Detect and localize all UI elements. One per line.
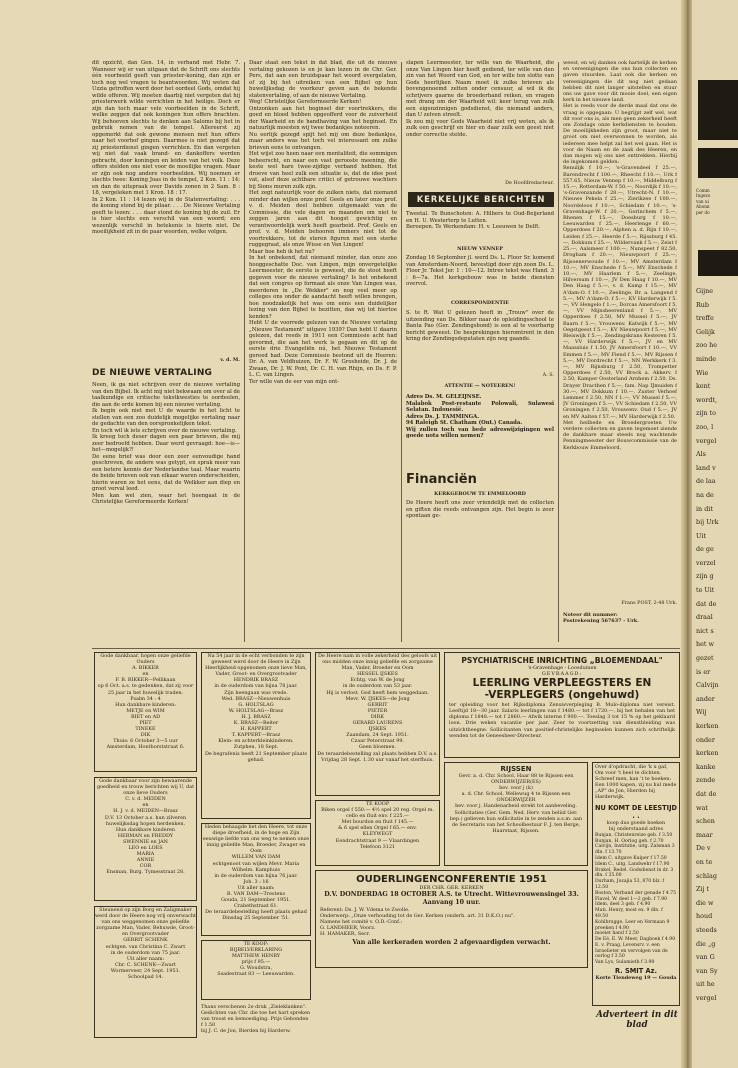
conference-subtitle: DER CHR. GER. KERKEN <box>419 885 484 891</box>
smit-book-list: Bunjan, Christenreize geb. f 3.50 Bunjan, H. Oorlog geb. f 2.70 Calvijn, Institutie, uitg. Zalsman 3 dln. f 13.70 Idem C, uitgave Kuiper f 17.50 Idem C., uitg. Landwehr f 17.90 Brakel, Redel. Godsdienst in dr. 3 dln. f 35.00 Durham, Jozajia 53, 870 blz. f 12.50 Boston, Verband der genade f 4.75 Flavel, W. deel 1—2 geb. f 7.90 Idem, deel 3 geb. f 4.90 Mati. Henry, most ex. 9 dln. f 49.50 Kohlbrugge, Leer en Vermaan 9 preeken f 4.90 moeiet hand f 2.50 De Eé, E. W. Meer, Dagboek f 4.90 E. v. Praag, Levensrv. v. een Israelieter en vervolgen van de oorlog f 3.50 Van Lys, Sulamieth f 3.90 <box>595 832 677 966</box>
smit-subtitle: koop dus goede boeken bij onderstaand adres <box>606 819 666 832</box>
ad-bikker-anniversary: Gode dankbaar, hopen onze geliefde Ouders A. BIKKER en F. B. BIKKER—Pellikaan op 6 Oct. a.s. te gedenken, dat zij voor 25 jaar in het huwelijk traden. Psalm 34 : 4 Hun dankbare kinderen: METJE en WIM RIET en AD PIET TINEKE DIK Thuis: 6 October 3—5 uur Amsterdam, Honthorststraat 6. <box>94 652 197 772</box>
ad-rijssen-onderwijzer <box>444 762 588 866</box>
conference-time: Aanvang 10 uur. <box>422 899 481 907</box>
bloemendaal-gevraagd: GEVRAAGD: <box>541 671 583 678</box>
kerkelijke-berichten-banner: KERKELIJKE BERICHTEN <box>408 192 554 207</box>
article-column-4-gifts: weest, en wij danken ook hartelijk de kerken en vereenigingen die ons hun collecten en gaven stuurden. Laat ook die kerken en vereenigingen die dit nog niet gedaan hebben dit niet langer uitstellen en stuur ons uw gave voor dit mooie doel, een eigen kerk in het nieuwe land. Het is reeds voor de derde maal dat ons de vraag is opgegaan: U begrijpt zelf wel, wat dit voor ons is, als men geen zekerheid heeft om Zondags onze kerkdiensten te houden. De moeilijkheden zijn groot, maar niet te groot om niet overwonnen te worden, als iedereen mee helpt zal het wel gaan. Het is voor de Naam en de zaak des Heeren, en dan mogen wij ons niet onttrekken. Hierbij de ingekomen gelden: Renulijk f 10.—, 's-Gravendeel f 25.—, Barendrecht f 100.—, Rheecht f 10.—, Urk f 557.65, Nieuw Vennep f 10.—, Middelburg f 15.—, Rotterdam-W. f 50.—, Noordijk f 10.—, 's-Gravenzande f 28.—, Utrecht-N. f 10.—, Nieuwe Pekela f 25.—, Zierikzee f 100.—, Noordeloos f 10.—, Schiedam f 10.—, 's-Gravenhage-W. f 20.—, Gorinchem f 5.—, Rhenen f 15.—, Doesburg f 10.—, Leeuwarden f 25.—, Heerlenge f 60.—, Opperdoes f 20.—, Alphen a. d. Rijn f 10.—, Leiden f 25.—, Heerde f 5.—, Rijssburg f 45.—, Dokkum f 25.—, Wildervank f 5.—, Zeist f 25.—, Aalsmeer f 100.—, Nunspeet f 82.50, Drogham f 20.—, Nieuwpoort f 25.—, Rijsoenerwoude f 10.—, MV Amsterdam f 10.—, MV Enschede f 5.—, MV Enschede f 10.—, MV Haarlem f 5.—, Zeelinge, Hilversum f 10.—, JV Den Haag f 10.—, MV Den Haag f 5.—, v. d. Kamp f 15.—, MV A'dam-O. f 10.—, Zeelinge, Br. a. Langend f 5.—, MV A'dam-O. f 5.—, KV Harderwijk f 5.—, VV Hengelo f 1.—, Dorcas Amersfoort f 5.—, VV Mijnsheerenland f 5.—, MV Opperdoes f 2.50, MV Mussel f 5.—, JV Baarn f 5.—, Vrouwenv. Katwijk f 5.—, MV Oegstgeest f 5.—, KV Nieuwpoort f 5.—, MV Bleiswijk f 5.—, Zendingskrans Kesteren f 5.—, VV Harderwijk f 5.—, JV en MV Maassluis f 1.50, JV Amersfoort f 10.—, VV Emmen f 5.—, MV Fiend f 5.—, MV Rijssen f 5.—, MV Dordrecht f 5.—, NN Werkkerk f 3.—, MV Rijnsburg f 2.50, Trompetter Opperdoes f 2.50, VV Brock a. Akkerv. f 2.50, Kamper Oosterland Arnhem f 2.50, Ds. Drayer Dracthen f 5.—, fam. Nap IJmuiden f 30.—, MV Dokkum f 10.—, Zuster Verhoef Lemmer f 2.50, NN f 1.—, VV Mussel f 5.—, JV Groningen f 5.—, VV Schiedam f 2.50, VV Groningen f 2.50, Vrouwenv. Oud f 5.—, JV en MV Aalten f 57.—, MV Harderwijk f 2.50. Met heilbede en Broedergroeten Uw verdere collecten en gaven tegemoet ziende de dankbare maar steeds nog wachtende Penningmeester der Bouwcommissie van de Kerkbouw Emmeloord, <box>563 60 677 451</box>
kerkelijke-berichten-tweetal: Tweetal. Te Bunschoten: A. Hilbers te Oud-Beijerland en H. U. Westerterp te Lutten. Beroepen. Te Werkendam: H. v. Leeuwen te Delft. <box>406 211 554 230</box>
rijssen-text: Gevr. a. d. Chr. School, Haar 88 te Rijssen een ONDERWIJZER(ES) bev. voor j (k) a. d. Chr. School, Wellewug 4 te Rijssen een ONDERWIJZER bev. voor j. Handenarbeid strekt tot aanbeveling. Sollicitaties (Ger. Gem. Ned. Herv. van beliid Ger. bep.) gelieven hun sollicitatie in te zenden a.s.m. aan de Secretaris van het Schoolbestuur F. J. ten Berge, Haarstaat, Rijssen. <box>449 773 583 834</box>
kerkgebouw-heading: KERKGEBOUW TE EMMELOORD <box>434 491 526 497</box>
adverteert-footer: Adverteert in dit blad <box>596 1010 678 1028</box>
bloemendaal-text: ter opleiding voor het Rijksdiploma Zenuwverpleging B. Mulo-diploma niet vereist. Leeftijd 18—30 jaar. Salaris leerlingen van f 1480.— tot f 1720.—, bij het behalen van het diploma f 1848.— tot f 2860.— Afwik interne f 900.—. Toeslag 3 tot 15 % op het geklaard loon. Drie weken vacantie per jaar. Zeer te voortzetting van dienstbleiding was uitzichtheegne. Sollicitanten van positief-christelijke beginselen kunnen zich schriftelijk wenden tot de Geneesheer-Directeur. <box>449 702 675 739</box>
bloemendaal-position: LEERLING VERPLEEGSTERS EN -VERPLEGERS (ongehuwd) <box>472 677 652 702</box>
financien-heading: Financiën <box>406 472 477 487</box>
smit-title: NU KOMT DE LEESTIJD . . <box>594 803 678 820</box>
ad-zieleklanken: Thans verschenen 2e druk „Zieleklanken". Gedichten van Chr. die toe het hart spreken van troost en bemoediging. Prijs Gebonden f 1.50 bij J. C. de Jon, Bierden bij Harderw. <box>201 1004 311 1035</box>
correspondentie-signature: A. S. <box>542 372 554 378</box>
ad-ijskes-obituary: De Heere nam in volle zekerheid des geloofs uit ons midden onze innig geliefde en zorgzame Man, Vader, Broeder en Oom HESSEL IJSKES Echtg. van W. de Jong in de ouderdom van 53 jaar. Hij is verlost. God heeft hem weggedaan. Mevr. W. IJSKES—de Jong GERRIT PIETER DIRK GERARD LAURENS IJSKES Zaandam, 24 Sept. 1951. Czaar Peterstraat 99. Geen bloemen. De teraardebestelling zal plaats hebben D.V. a.s. Vrijdag 28 Sept. 1.30 uur vanaf het sterfhuis. <box>315 652 440 796</box>
ad-meiden-anniversary: Gode dankbaar voor zijn bewaarende goedheid en trouw berichten wij U, dat onze lieve Ouders C. v. d. MEIDEN en H. J. v. d. MEIDEN—Brasz D.V. 13 October a.s. hun zilveren huwelijksdag hopen herdenken. Hun dankbare kinderen HERMAN en FREDDY SWENNIE en JAN LEO en LOES MARIA ANNIE COR Ensman, Burg. Tymesstraat 28. <box>94 777 197 901</box>
conference-date: D.V. DONDERDAG 18 OCTOBER A.S. te Utrecht. Wittevrouwensingel 33. <box>324 891 579 899</box>
adjacent-masthead-text: Comm Ingezo van ui Abonn per do <box>696 188 711 215</box>
adres-block: Adres Ds. M. GELEIJNSE. Malabok Post-restante Polowali, Sulawesi Selatan. Indonesië. Adres Ds. J. TAMMINGA. 94 Raleigh St. Chatham (Ont.) Canada. Wij zullen toch van bede adreswijzigingen wel goede nota willen nemen? <box>406 394 554 439</box>
conference-title: OUDERLINGENCONFERENTIE 1951 <box>356 874 547 885</box>
article-column-1-top: dit opzicht, dan Gen. 14, in verband met Hebr. 7. Wanneer wij er van uitgaan dat de Schrift ons slechts één voorbeeld geeft van priester-koning, dan zijn er toch nog wel vragen te beantwoorden. Wij weten dat Uzzia getroffen werd door het oordeel Gods, omdat hij wilde offeren. Wij moeten daarbij niet vergeten dat hij priesterwerk wilde verrichten in het heilige. Doch er zijn dan toch maar vele voorbeelden in de Schrift, welke zeggen dat ook koningen hun offers brachten. Wij behoeven slechts te denken aan Salomo bij het in gebruik nemen van de tempel. Allereerst zij opgemerkt dat ook gewone mensen met hun offers naar het voorhof gingen. Daarmee is niet gezegd dat zij priesterdienst gingen verrichten. En dan vergeten wij niet dat vaak brand- en dankoffers werden gebracht, door koningen en leiden van het volk. Deze offers stelden ons niet voor de moeilijke vragen. Maar er zijn ook nog andere voorbeelden. Wij noemen er slechts twee: Koning Joas in de tempel, 2 Kon. 11 : 14; en dan de uitspraak over Davids zonen in 2 Sam. 8 : 18, vergeleken met 1 Kron. 18 : 17. In 2 Kon. 11 : 14 lezen wij in de Statenvertaling: . . . de koning stond bij de pilaar. . . . De Nieuwe Vertaling geeft te lezen: . . . daar stond de koning bij de zuil. Er is hier slechts een verschil van een woord; een wezenlijk verschil in betekenis is hierin niet. De moeilijkheid zit in de paar woorden, welke volgen. <box>92 60 240 235</box>
financien-text: De Heere heeft ons zeer vriendelijk met de collecten en giften die reeds ontvangen zijn. Het begin is zeer spontaan ge- <box>406 500 554 519</box>
headline-nieuwe-vertaling: DE NIEUWE VERTALING <box>92 368 213 378</box>
ad-brasz-obituary: Na 54 jaar in de echt verbonden te zijn geweest werd door de Heere in Zijn Heerlijkheid opgenomen onze lieve Man, Vader, Groot- en Overgrootvader HENDRIK BRASZ in de ouderdom van bijna 78 jaar. Zijn heengaan was vrede. Wed. BRASZ—Nieuwenhuis G. HOLTSLAG W. HOLTSLAG—Brasz H. J. BRASZ K. BRASZ—Beiter H. KAPPERT T. KAPPERT—Brasz Klein- en achterkleinkinderen. Zutphen, 18 Sept. De begrafenis heeft 21 September plaats gehad. <box>201 652 311 819</box>
adjacent-page <box>692 0 738 1068</box>
conference-details: Referent: Ds. J. W. Vdema te Zwolle. Onderwerp: „Onze verhouding tot de Ger. Kerken (onderh. art. 31 D.K.O.) nu". Namens het comité v. O.D.-Conf.: G. LANDHEER, Voorz. H. HAMAKER, Secr. <box>320 907 515 938</box>
ad-bijbelverklaring-sale: TE KOOP: BIJBELVERKLARING MATTHEW HENRY prijs f 95.— G. Woudstra, Ssadestraat 83 — Leeuwarden. <box>201 940 311 1000</box>
nieuw-vennep-text: Zondag 16 September jl. werd Ds. L. Floor Sr. komend van Amsterdam-Noord, bevestigd door zijn zoon Ds. L. Floor Jr. Tekst Jer. 1 : 10—12. Intree tekst was Hand. 3 : 6—7a. Het kerkgebouw was in beide diensten overvol. <box>406 255 554 287</box>
rijssen-title: RIJSSEN <box>500 765 532 773</box>
nieuw-vennep-heading: NIEUW VENNEP <box>457 246 503 252</box>
ad-bloemendaal-vacancy <box>444 652 680 758</box>
col4-signature: Frans POST, 2-48 Urk. <box>621 600 677 606</box>
masthead-block <box>698 250 738 276</box>
masthead-block <box>698 148 738 178</box>
ad-van-dam-obituary: Heden behaagde het den Heere, tot onze diepe droefheid, in de hoge en Zijn eeuwige liefde van ons weg te nemen onze innig geliefde Man, Broeder, Zwager en Oom WILLEM VAN DAM echtgenoot van wijlen Mevr. Maria Wilhelm. Kamphuis in de ouderdom van bijna 76 jaar. Joh. 3 : 16 Uit aller naam: B. VAN DAM—Trestens Gouda, 21 September 1951. Crabethstraat 61. De teraardebestelling heeft plaats gehad Dinsdag 25 September '51. <box>201 823 311 936</box>
masthead-block <box>698 80 738 140</box>
col1-signature: v. d. M. <box>220 357 240 363</box>
conference-footer: Van alle kerkeraden worden 2 afgevaardigden verwacht. <box>352 938 551 946</box>
column-rule <box>401 62 402 642</box>
page-fold <box>681 0 692 1068</box>
col3-signature: De Hoofdredacteur. <box>505 180 554 186</box>
postrekening-note: Noteer dit nummer: Postrekening 567637 - Urk. <box>563 612 639 625</box>
article-nieuwe-vertaling: Neen, ik ga niet schrijven over de nieuwe vertaling van den Bijbel. Ik acht mij niet bekwaam om over al de taalkundige en critische tekstkwesties te oordeelen, die aan de orde komen bij een nieuwe vertaling. Ik begin ook niet met U de waarde in het licht te stellen van een zoo duidelijk mogelijke vertaling naar de gedachte van den oorspronkelijken tekst. En toch wil ik iets schrijven over de nieuwe vertaling. Ik kreeg toch deser dagen een paar brieven, die mij zeer bedroefd hebben. Daar werd gevraagd: hoe—is—het—mogelijk?! De eene brief was door een zeer eenvoudige hand geschreven, de andere was getypt, en sprak meer van een betere kennis der Nederlandse taal. Maar waarin de beide brieven ook van elkaar waren onderscheiden, hierin waren ze het eens, dat de Welkker aan diep en groot verval leed. Men kan wel zien, waar het heengaat in de Christelijke Gereformeerde Kerken! <box>92 382 240 505</box>
section-divider <box>92 648 680 649</box>
ad-schenk-obituary: Steunend op zijn Borg en Zaligmaker werd door de Heere nog vrij onverwacht van ons weggenomen onze geliefde zorgzame Man, Vader, Behuwde, Groot- en Overgrootvader GERRIT SCHENK echtgen. van Christina C. Zwart in de ouderdom van 75 jaar. Uit aller naam: Chr. C. SCHENK—Zwart Wormerveer, 24 Sept. 1951. Schoolpad 14. <box>94 906 197 1038</box>
ad-smit-boeken <box>592 762 680 1006</box>
correspondentie-text: S. te R. Wat U gelezen heeft in „Trouw" over de uitzending van Ds. Bikker naar de opleidingsschool te Banta Pao (Ger. Zendingsbond) is een al te voorbarig bericht geweest. De besprekingen hieromtrent in den kring der Zendingsdeputaten zijn nog gaande. <box>406 310 554 342</box>
smit-intro: Over d'opdracht, die 'k u gaf, Om voor 't heel te dichten. Schreef men, kan 't te boeken: Een 1000 kapen, zij nu hul mede „AP" de Jon, Hierden bij Harderwijk. <box>595 764 677 801</box>
column-rule <box>558 62 559 642</box>
article-column-2: Daar staat een tekst in dat blad, die uit de nieuwe vertaling gekozen is en je kan lezen in de Chr. Ger. Pers, dat aan een bruidspaar het woord overgelaten, of zij bij het uitreiken van een Bijbel op hun huwelijksdag de voorkeur geven aan de bekende statenvertaling, of aan de nieuwe Vertaling. Weg! Christelijke Gereformeerde Kerken! Ontzonken aan het beginsel der voortrekkers, die goed en bloed hebben opgeofferd voor de zuiverheid der Waarheid en de handhaving van het beginsel. En natuurlijk moesten wij twee bedankjes noteeren. Nu eerlijk gezegd spijt het mij om deze bedankjes, maar anders was het toch vel interessant om zulke brieven eens te ontvangen. Het wijst zoo heen naar een mentaliteit, die sommigen beheerscht, en naar een vast gerooste meening, die keste wel hare twee-zijdige verband hebben. Het droeve van heel zulk een situatie is, dat de idee post vat, alsof deze achtbare critici of getrouwe wachters bij Sions muren zulk zijn. Het zegt natuurlijk voor de zulken niets, dat niemand minder dan wijlen onze prof. Geels en later onze prof. v. d. Meiden deel hebben uitgemaakt van de Commissie, die vele dagen en maanden om niet te zeggen jaren aan dit hoogst gewichtig en verantwoordelijk werk heeft gearbeid. Prof. Geels en prof. v. d. Meiden behooren immers niet tot de voortrekkers, tot de steren figuren met een sterke ruggegraat, als onze Wisse en Van Lingen! Maar hoe heb ik het nu? In het onbekend, dat niemand minder, dan onze zoo hooggeschatte Doc. van Lingen, mijn onvergetelijke Leermeester, de eerste is geweest, die de stoot heeft gegeven voor de nieuwe vertaling? Is het onbekend dat een congres op formaat als onze Van Lingen was, meerderen in „De Wekker" en nog veel meer op colleges ons onder de aandacht heeft willen brengen, hoe noodzakelijk het was om eens een duidelijker lezing van den Bijbel te bezitten, dan wij tot hiertoe kenden? Hebt U de voorrede gelezen van de Nieuwe vertaling „Nieuwe Testament" uitgave 1939? Dan hebt U daarin gelezen, dat reeds in 1911 een Commissie acht had gevormd, die aan het werk is gegaan en dit op de eerste drie Evangeliën nú, het Nieuwe Testament gereed had. Deze Commissie bestond uit de Heeren: Dr. A. van Veldhuizen, Dr. F. W. Grosheide, Dr. J. de Zwaan, Dr. J. W. Pont, Dr. C. H. van Rhijn, en Ds. F. P. L. C. van Lingen. Ter wille van de eer van mijn ont- <box>249 60 397 385</box>
ad-ouderlingenconferentie <box>315 870 588 968</box>
bloemendaal-title: PSYCHIATRISCHE INRICHTING „BLOEMENDAAL" <box>461 656 663 665</box>
column-rule <box>244 62 245 642</box>
correspondentie-heading: CORRESPONDENTIE <box>450 300 510 306</box>
ad-orgel-te-koop: TE KOOP Biken orgel f 550.— 4½ spel 20 reg. Orgel m. cello en fluit env. f 225.— Met bourdon en fluit f 145.— & 6 spel ellen Orgel f 65.— env. KLEYWEGT Eendrachtstraat 9 — Vlaardingen Telefoon 3121 <box>315 800 440 866</box>
smit-address: Korte Tiendeweg 19 — Gouda <box>595 975 677 982</box>
article-column-3-top: slapen Leermeester, ter wille van de Waarheid, die onze Van Lingen hier heeft gediend, ter wille van den zin van het Woord van God, en ter wille ten slotte van Gods heerlijken Naam moet ik zulke brieven als bovengenoemd zetten onder censuur, al wil ik de schrijvers gaarne de broederhand reiken, en vragen met drang om der Waarheid wil: keer terug van zulk een eigenzinnigen godsdienst, die niemand anders, dan U zelven streelt. Ik zou mij voor Gods Waarheid niet vrij weten, als ik zulk een geschrijf en hier en daar zulk een geest niet onder correctie stelde. <box>406 60 554 138</box>
attentie-heading: ATTENTIE — NOTEEREN! <box>444 383 516 389</box>
bloemendaal-city: 's-Gravenhage - Loosduinen <box>527 665 597 671</box>
adjacent-page-text: Gijne Rub treffe Gelijk zoo he minde Wie kent wordt, zijn to zoo, l vergel Als land v de laa na de in dit bij Urk Uit de ge verzel zijn g te Uit dat de draal nict s het w gezet is er Calvijn ander Wij kerken onder kerken kanke zende dat de wat schen maar De v en te schlag Zij t die w houd steeds die „g van G van Sy uit he vergel <box>696 287 719 1002</box>
smit-name: R. SMIT Az. <box>614 967 657 976</box>
